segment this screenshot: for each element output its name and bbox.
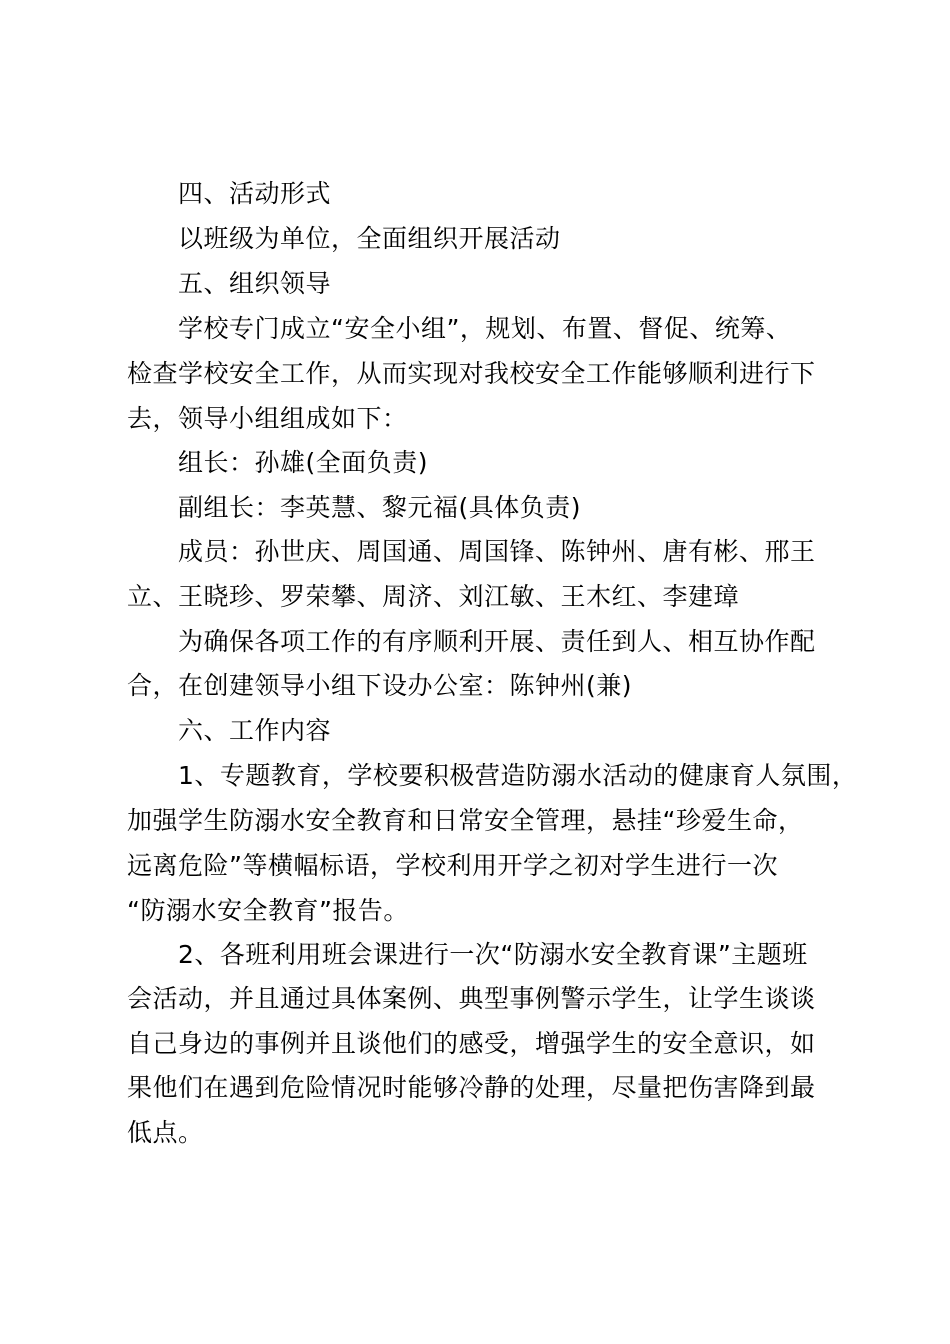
- paragraph-line: 去，领导小组组成如下：: [127, 404, 408, 433]
- section-heading-work-content: 六、工作内容: [178, 716, 332, 745]
- paragraph-line: 远离危险”等横幅标语，学校利用开学之初对学生进行一次: [127, 851, 778, 880]
- section-heading-activity-form: 四、活动形式: [178, 179, 332, 208]
- paragraph-line: 果他们在遇到危险情况时能够冷静的处理，尽量把伤害降到最: [127, 1073, 816, 1102]
- paragraph-line: “防溺水安全教育”报告。: [127, 896, 409, 925]
- deputy-leader-line: 副组长：李英慧、黎元福(具体负责): [178, 493, 582, 522]
- paragraph-line: 加强学生防溺水安全教育和日常安全管理，悬挂“珍爱生命，: [127, 806, 804, 835]
- leader-line: 组长：孙雄(全面负责): [178, 448, 429, 477]
- paragraph-line: 2、各班利用班会课进行一次“防溺水安全教育课”主题班: [178, 940, 808, 969]
- paragraph-line: 1、专题教育，学校要积极营造防溺水活动的健康育人氛围，: [178, 761, 858, 790]
- paragraph-line: 低点。: [127, 1118, 204, 1147]
- members-line: 立、王晓珍、罗荣攀、周济、刘江敏、王木红、李建璋: [127, 582, 740, 611]
- paragraph-line: 以班级为单位，全面组织开展活动: [178, 224, 561, 253]
- paragraph-line: 会活动，并且通过具体案例、典型事例警示学生，让学生谈谈: [127, 984, 816, 1013]
- paragraph-line: 自己身边的事例并且谈他们的感受，增强学生的安全意识，如: [127, 1029, 816, 1058]
- paragraph-line: 学校专门成立“安全小组”，规划、布置、督促、统筹、: [178, 314, 792, 343]
- paragraph-line: 合，在创建领导小组下设办公室：陈钟州(兼): [127, 671, 633, 700]
- paragraph-line: 检查学校安全工作，从而实现对我校安全工作能够顺利进行下: [127, 359, 816, 388]
- section-heading-organization: 五、组织领导: [178, 269, 332, 298]
- paragraph-line: 为确保各项工作的有序顺利开展、责任到人、相互协作配: [178, 627, 816, 656]
- members-line: 成员：孙世庆、周国通、周国锋、陈钟州、唐有彬、邢王: [178, 537, 816, 566]
